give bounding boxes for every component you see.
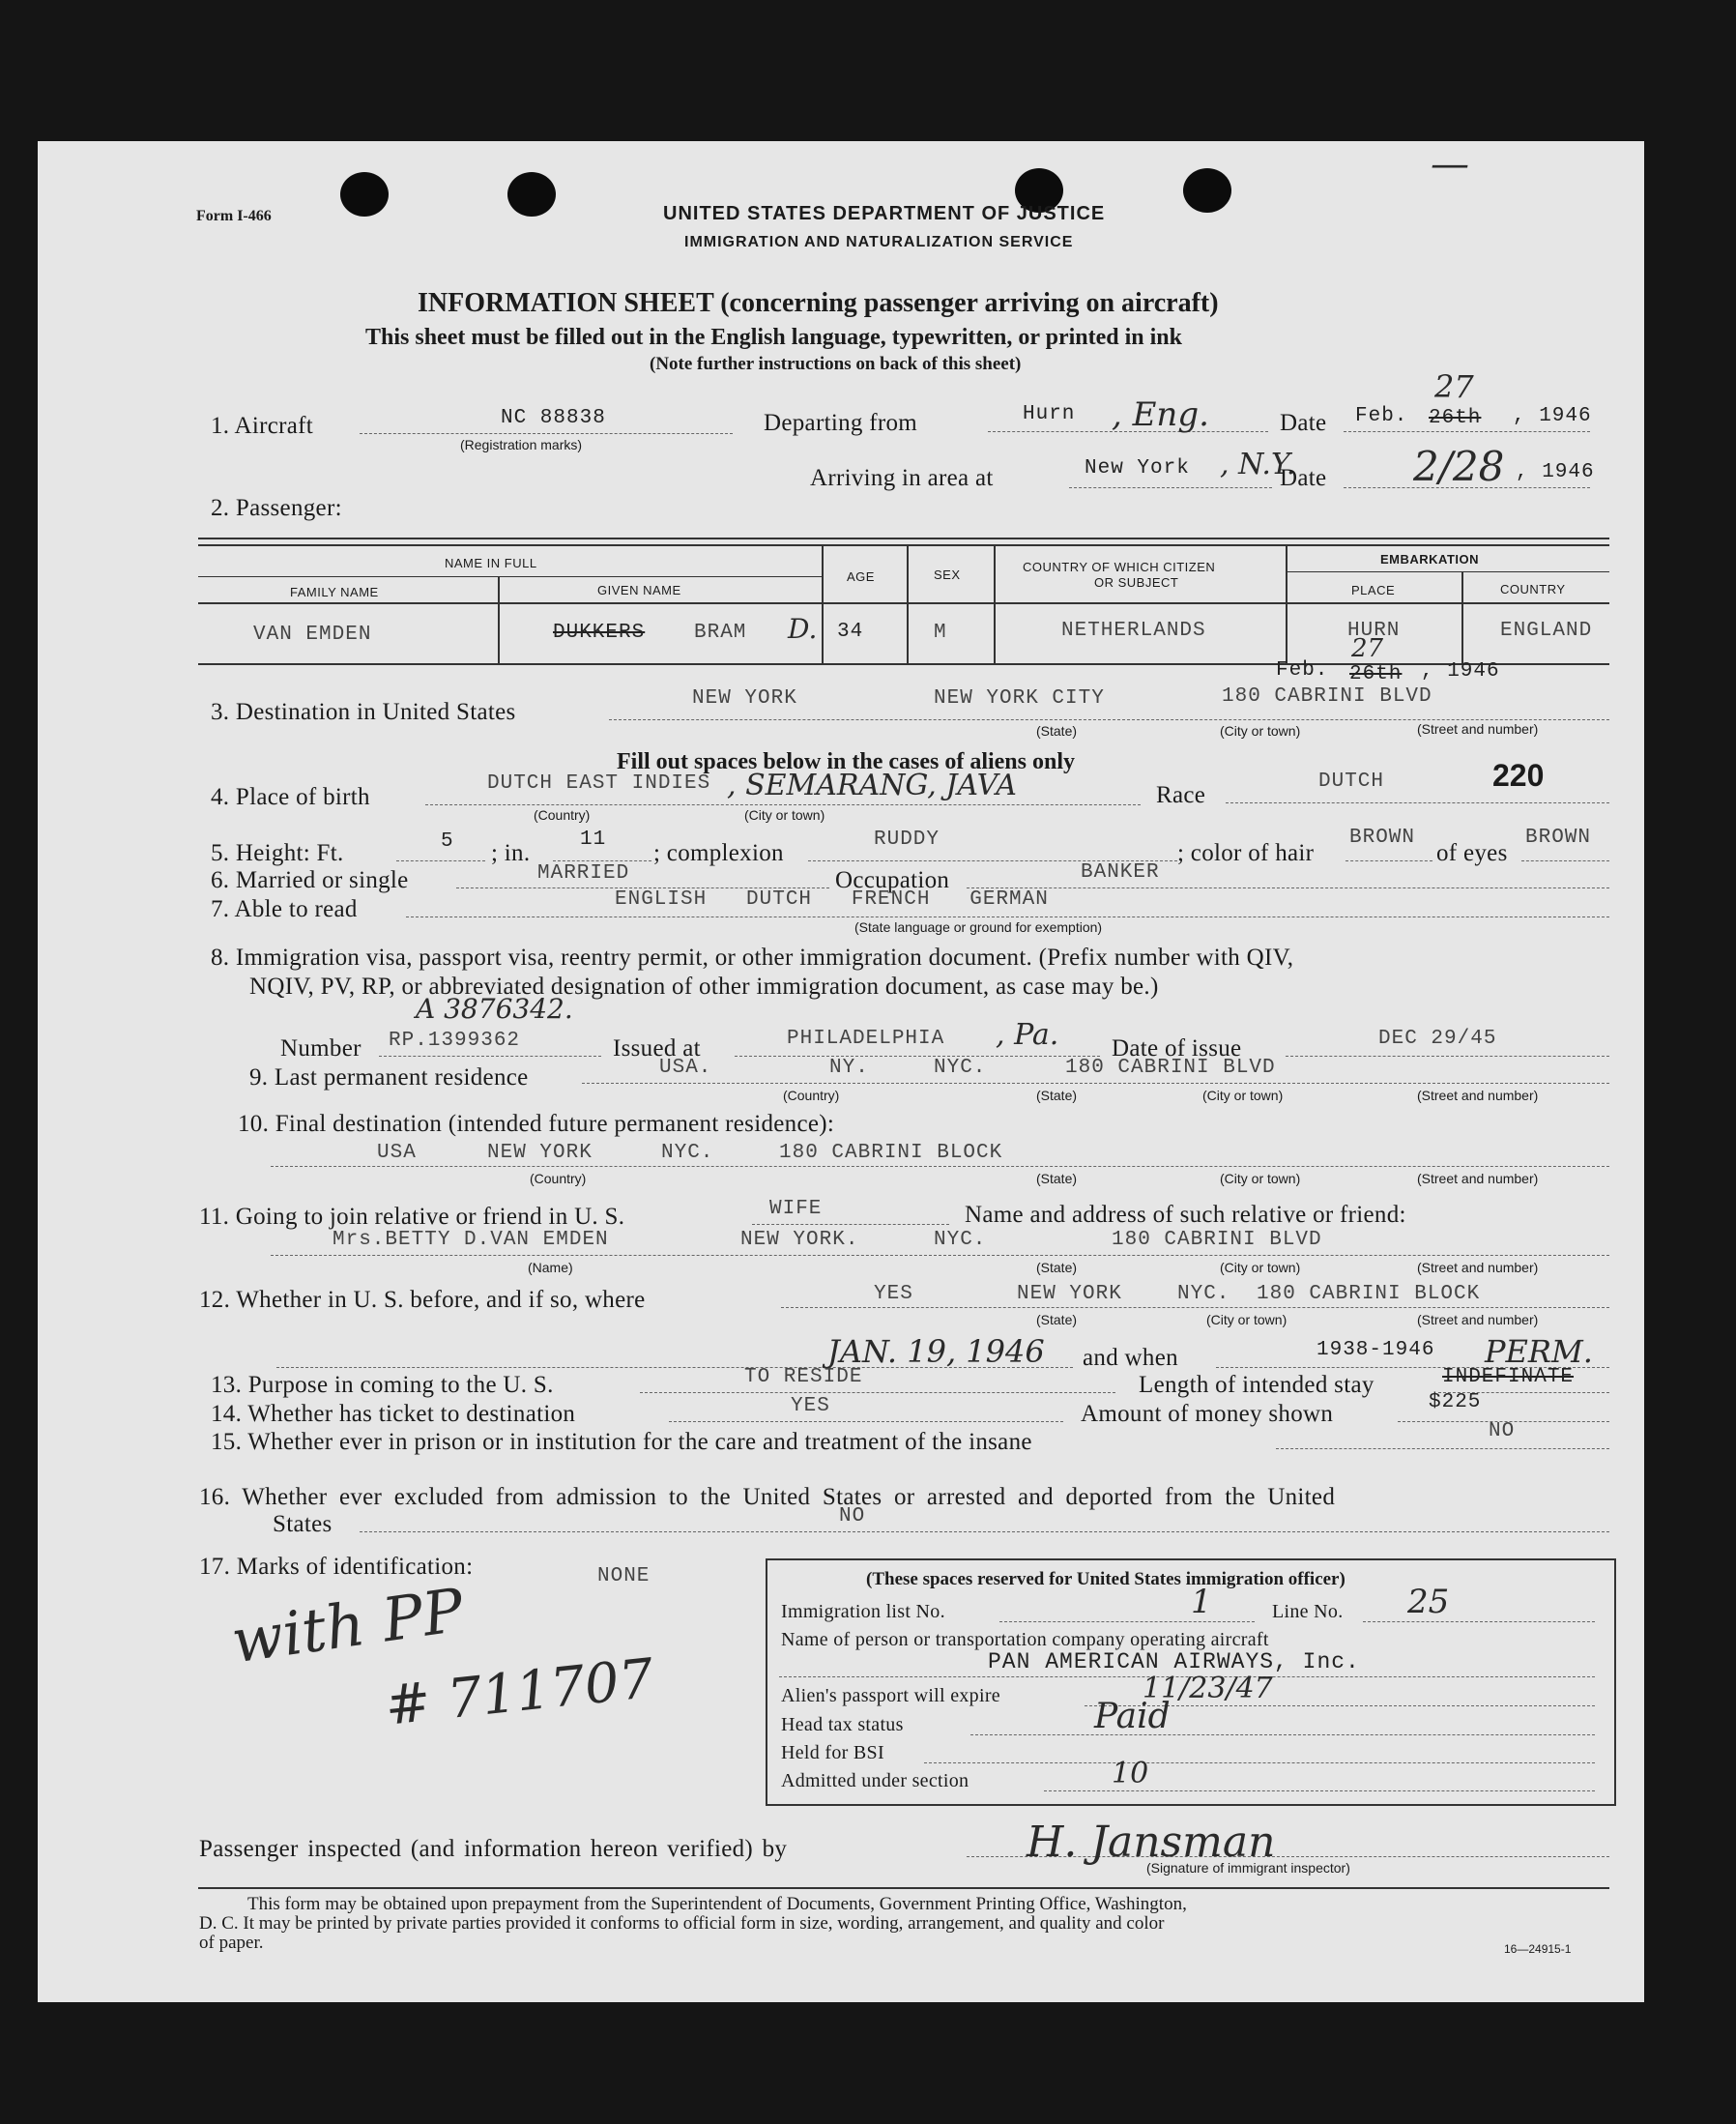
purpose: TO RESIDE <box>744 1366 863 1388</box>
age-header: AGE <box>847 569 875 584</box>
dep-date-label: Date <box>1280 410 1327 436</box>
languages: ENGLISH DUTCH FRENCH GERMAN <box>615 888 1049 911</box>
languages-caption: (State language or ground for exemption) <box>854 919 1103 935</box>
q10-state-caption: (State) <box>1036 1171 1078 1186</box>
q3-street: 180 CABRINI BLVD <box>1222 685 1432 708</box>
q8-label: 8. Immigration visa, passport visa, reentry permit, or other immigration document. (Prefix number with QIV, <box>211 945 1294 971</box>
q3-city-caption: (City or town) <box>1220 723 1301 739</box>
money: $225 <box>1429 1391 1482 1413</box>
height-in: 11 <box>580 829 607 851</box>
officer-box-title: (These spaces reserved for United States immigration officer) <box>866 1569 1345 1589</box>
birth-country: DUTCH EAST INDIES <box>487 772 711 795</box>
final-state: NEW YORK <box>487 1142 593 1164</box>
dep-year: , 1946 <box>1513 405 1592 427</box>
form-id: Form I-466 <box>196 208 272 224</box>
q17-hw-2: # 711707 <box>382 1646 657 1738</box>
corner-mark: — <box>1431 142 1469 187</box>
q2-label: 2. Passenger: <box>211 495 342 521</box>
q3-state-caption: (State) <box>1036 723 1078 739</box>
citizen-header-1: COUNTRY OF WHICH CITIZEN <box>1023 560 1216 574</box>
q12-street-caption: (Street and number) <box>1417 1312 1539 1327</box>
q12-state-caption: (State) <box>1036 1312 1078 1327</box>
q7-label: 7. Able to read <box>211 896 358 922</box>
eyes: BROWN <box>1525 827 1592 849</box>
prev-state: NEW YORK <box>1017 1283 1122 1305</box>
family-name: VAN EMDEN <box>253 624 372 646</box>
footer-line-2: D. C. It may be printed by private parties provided it conforms to official form in size, wording, arrangement, and quality and color <box>199 1913 1165 1934</box>
q9-country-caption: (Country) <box>783 1088 840 1103</box>
issued-at: PHILADELPHIA <box>787 1028 945 1050</box>
arr-year: , 1946 <box>1516 461 1595 483</box>
q11-label: 11. Going to join relative or friend in U. S. <box>199 1204 625 1230</box>
q9-city-caption: (City or town) <box>1202 1088 1284 1103</box>
issued-label: Issued at <box>613 1035 701 1062</box>
arriving-hw: , N.Y. <box>1220 448 1296 481</box>
arr-date-hw: 2/28 <box>1413 443 1505 490</box>
when: 1938-1946 <box>1316 1339 1435 1361</box>
q13-label: 13. Purpose in coming to the U. S. <box>211 1372 554 1398</box>
family-name-header: FAMILY NAME <box>290 585 379 599</box>
q5-label: 5. Height: Ft. <box>211 840 344 866</box>
q6-label: 6. Married or single <box>211 867 409 893</box>
bsi-label: Held for BSI <box>781 1742 884 1763</box>
issue-date: DEC 29/45 <box>1378 1028 1497 1050</box>
embark-country: ENGLAND <box>1500 620 1593 642</box>
q1-label: 1. Aircraft <box>211 413 314 439</box>
q10-street-caption: (Street and number) <box>1417 1171 1539 1186</box>
subtitle: This sheet must be filled out in the English language, typewritten, or printed in ink <box>365 325 1182 350</box>
q4-label: 4. Place of birth <box>211 784 370 810</box>
emb-date-hw: 27 <box>1351 634 1384 663</box>
hair-label: ; color of hair <box>1177 840 1315 866</box>
relative-city: NYC. <box>934 1229 987 1251</box>
ticket: YES <box>791 1395 830 1417</box>
arriving-value: New York <box>1085 457 1190 480</box>
punch-hole-1 <box>340 172 389 217</box>
name-address-label: Name and address of such relative or friend: <box>965 1202 1406 1228</box>
stay-struck: INDEFINATE <box>1442 1366 1575 1388</box>
excluded: NO <box>839 1505 866 1528</box>
birth-city-hw: , SEMARANG, JAVA <box>727 769 1017 802</box>
section: 10 <box>1112 1757 1149 1790</box>
reg-caption: (Registration marks) <box>460 437 583 452</box>
residence-state: NY. <box>829 1057 869 1079</box>
q16-label: 16. Whether ever excluded from admission to the United States or arrested and deported from the United <box>199 1484 1336 1510</box>
q9-street-caption: (Street and number) <box>1417 1088 1539 1103</box>
q3-label: 3. Destination in United States <box>211 699 516 725</box>
q12-label: 12. Whether in U. S. before, and if so, where <box>199 1287 646 1313</box>
print-code: 16—24915-1 <box>1504 1942 1572 1956</box>
q11-city-caption: (City or town) <box>1220 1260 1301 1275</box>
complexion: RUDDY <box>874 829 940 851</box>
prison: NO <box>1489 1420 1516 1442</box>
emb-date-struck: 26th <box>1349 663 1403 685</box>
given-name-struck: DUKKERS <box>553 622 646 644</box>
issue-date-label: Date of issue <box>1112 1035 1242 1062</box>
race: DUTCH <box>1318 771 1385 793</box>
headtax: Paid <box>1094 1697 1171 1736</box>
relative-street: 180 CABRINI BLVD <box>1112 1229 1322 1251</box>
in-label: ; in. <box>491 840 531 866</box>
q14-label: 14. Whether has ticket to destination <box>211 1401 576 1427</box>
punch-hole-4 <box>1183 168 1231 213</box>
relative-state: NEW YORK. <box>740 1229 859 1251</box>
footer-line-1: This form may be obtained upon prepayment from the Superintendent of Documents, Government Printing Office, Washington, <box>247 1894 1187 1914</box>
prev-street: 180 CABRINI BLOCK <box>1257 1283 1481 1305</box>
footer-line-3: of paper. <box>199 1933 264 1953</box>
name-in-full-header: NAME IN FULL <box>445 556 537 570</box>
occupation: BANKER <box>1081 861 1160 884</box>
money-label: Amount of money shown <box>1081 1401 1334 1427</box>
when-label: and when <box>1083 1345 1178 1371</box>
race-code: 220 <box>1492 758 1545 793</box>
list-no: 1 <box>1191 1583 1212 1621</box>
q16-label-2: States <box>273 1511 333 1537</box>
departing-value: Hurn <box>1023 403 1076 425</box>
company: PAN AMERICAN AIRWAYS, Inc. <box>988 1649 1360 1674</box>
final-city: NYC. <box>661 1142 714 1164</box>
embark-country-header: COUNTRY <box>1500 582 1566 596</box>
number-label: Number <box>280 1035 362 1062</box>
page-title: INFORMATION SHEET (concerning passenger arriving on aircraft) <box>418 288 1219 318</box>
q3-street-caption: (Street and number) <box>1417 721 1539 737</box>
section-label: Admitted under section <box>781 1770 969 1791</box>
citizen-header-2: OR SUBJECT <box>1094 575 1179 590</box>
q17-hw-1: with PP <box>227 1574 468 1677</box>
embark-place: HURN <box>1347 620 1401 642</box>
list-label: Immigration list No. <box>781 1601 945 1622</box>
hair: BROWN <box>1349 827 1416 849</box>
q10-city-caption: (City or town) <box>1220 1171 1301 1186</box>
sex-header: SEX <box>934 567 961 582</box>
citizen: NETHERLANDS <box>1061 620 1206 642</box>
line-label: Line No. <box>1272 1601 1344 1622</box>
arr-date-label: Date <box>1280 465 1327 491</box>
embarkation-header: EMBARKATION <box>1380 552 1480 567</box>
inspector-signature: H. Jansman <box>1027 1818 1276 1867</box>
issued-hw: , Pa. <box>996 1018 1059 1052</box>
inspected-label: Passenger inspected (and information hereon verified) by <box>199 1836 788 1862</box>
company-label: Name of person or transportation company operating aircraft <box>781 1629 1269 1650</box>
line-no: 25 <box>1407 1583 1450 1621</box>
dep-date: Feb. <box>1355 405 1408 427</box>
q11-state-caption: (State) <box>1036 1260 1078 1275</box>
departing-hw: , Eng. <box>1112 395 1209 434</box>
q3-state: NEW YORK <box>692 687 797 710</box>
passport-expiry: 11/23/47 <box>1143 1672 1273 1705</box>
q8-hw-number: A 3876342. <box>416 993 573 1025</box>
dep-day-hw: 27 <box>1434 368 1474 405</box>
q10-country-caption: (Country) <box>530 1171 587 1186</box>
q8-label-2: NQIV, PV, RP, or abbreviated designation of other immigration document, as case may be.) <box>249 974 1159 1000</box>
document-number: RP.1399362 <box>389 1030 521 1052</box>
relation: WIFE <box>769 1198 823 1220</box>
age: 34 <box>837 621 864 643</box>
service: IMMIGRATION AND NATURALIZATION SERVICE <box>684 234 1074 250</box>
q12-hw-date: JAN. 19, 1946 <box>827 1333 1045 1370</box>
given-name-header: GIVEN NAME <box>597 583 681 597</box>
note: (Note further instructions on back of this sheet) <box>650 354 1022 374</box>
q9-state-caption: (State) <box>1036 1088 1078 1103</box>
dep-day-struck: 26th <box>1429 407 1482 429</box>
given-name-hw: D. <box>788 613 818 645</box>
q11-street-caption: (Street and number) <box>1417 1260 1539 1275</box>
marital-status: MARRIED <box>537 862 630 885</box>
stay-label: Length of intended stay <box>1139 1372 1374 1398</box>
place-header: PLACE <box>1351 583 1396 597</box>
q15-label: 15. Whether ever in prison or in institution for the care and treatment of the insane <box>211 1429 1032 1455</box>
emb-date-year: , 1946 <box>1421 660 1500 683</box>
headtax-label: Head tax status <box>781 1714 904 1735</box>
final-street: 180 CABRINI BLOCK <box>779 1142 1003 1164</box>
q12-city-caption: (City or town) <box>1206 1312 1288 1327</box>
given-name: BRAM <box>694 622 747 644</box>
final-country: USA <box>377 1142 417 1164</box>
aliens-only-header: Fill out spaces below in the cases of aliens only <box>617 749 1076 774</box>
department: UNITED STATES DEPARTMENT OF JUSTICE <box>663 203 1106 224</box>
signature-caption: (Signature of immigrant inspector) <box>1146 1860 1350 1876</box>
residence-country: USA. <box>659 1057 712 1079</box>
stay-hw: PERM. <box>1485 1333 1593 1370</box>
complexion-label: ; complexion <box>653 840 784 866</box>
birth-country-caption: (Country) <box>534 807 591 823</box>
residence-street: 180 CABRINI BLVD <box>1065 1057 1276 1079</box>
q9-label: 9. Last permanent residence <box>249 1064 529 1091</box>
prev-city: NYC. <box>1177 1283 1230 1305</box>
sex: M <box>934 622 947 644</box>
q17-label: 17. Marks of identification: <box>199 1554 474 1580</box>
been-in-us: YES <box>874 1283 913 1305</box>
height-ft: 5 <box>441 830 454 853</box>
emb-date-pre: Feb. <box>1276 659 1329 682</box>
arriving-label: Arriving in area at <box>810 465 994 491</box>
eyes-label: of eyes <box>1436 840 1508 866</box>
marks: NONE <box>597 1565 651 1587</box>
race-label: Race <box>1156 782 1206 808</box>
q10-label: 10. Final destination (intended future permanent residence): <box>238 1111 835 1137</box>
birth-city-caption: (City or town) <box>744 807 825 823</box>
q3-city: NEW YORK CITY <box>934 687 1105 710</box>
q11-name-caption: (Name) <box>528 1260 573 1275</box>
occupation-label: Occupation <box>835 867 950 893</box>
aircraft-value: NC 88838 <box>501 407 606 429</box>
residence-city: NYC. <box>934 1057 987 1079</box>
passport-label: Alien's passport will expire <box>781 1685 1000 1706</box>
punch-hole-2 <box>507 172 556 217</box>
departing-label: Departing from <box>764 410 918 436</box>
relative-name: Mrs.BETTY D.VAN EMDEN <box>333 1229 609 1251</box>
